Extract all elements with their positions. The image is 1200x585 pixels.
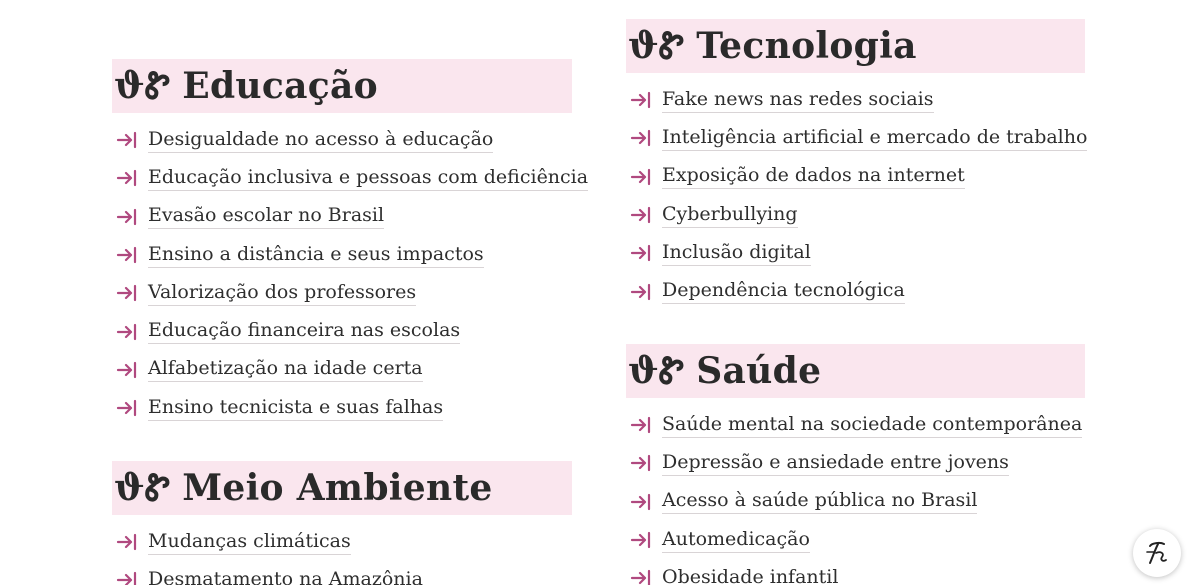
topic-list — [626, 81, 1088, 311]
decorative-glyph-icon: ϑᏑ — [628, 24, 685, 67]
section-title — [114, 467, 493, 510]
topic-link[interactable]: Desigualdade no acesso à educação — [148, 128, 493, 153]
topic-link[interactable]: Alfabetização na idade certa — [148, 357, 423, 382]
arrow-right-to-bar-icon — [116, 208, 138, 226]
arrow-right-to-bar-icon — [630, 206, 652, 224]
arrow-right-to-bar-icon — [630, 91, 652, 109]
arrow-right-to-bar-icon — [116, 169, 138, 187]
topic-link[interactable]: Exposição de dados na internet — [662, 164, 965, 189]
topic-link[interactable]: Automedicação — [662, 528, 810, 553]
section-title-text: Saúde — [696, 349, 822, 392]
arrow-right-to-bar-icon — [630, 129, 652, 147]
arrow-right-to-bar-icon — [116, 533, 138, 551]
topic-link[interactable]: Inclusão digital — [662, 241, 811, 266]
topic-link[interactable]: Saúde mental na sociedade contemporânea — [662, 413, 1082, 438]
topic-link[interactable]: Obesidade infantil — [662, 566, 838, 585]
section-header — [626, 19, 1085, 73]
section-title — [114, 65, 378, 108]
list-item — [112, 121, 572, 159]
arrow-right-to-bar-icon — [116, 571, 138, 585]
arrow-right-to-bar-icon — [630, 493, 652, 511]
arrow-right-to-bar-icon — [116, 399, 138, 417]
list-item — [626, 81, 1085, 119]
section-title-text: Tecnologia — [696, 24, 917, 67]
list-item — [626, 234, 1085, 272]
topic-link[interactable]: Depressão e ansiedade entre jovens — [662, 451, 1009, 476]
topic-link[interactable]: Educação inclusiva e pessoas com deficiência — [148, 166, 588, 191]
topic-link[interactable]: Ensino tecnicista e suas falhas — [148, 396, 443, 421]
arrow-right-to-bar-icon — [630, 454, 652, 472]
topic-link[interactable]: Acesso à saúde pública no Brasil — [662, 489, 977, 514]
decorative-glyph-icon: ϑᏑ — [628, 349, 685, 392]
list-item — [626, 119, 1088, 157]
section-educacao — [112, 59, 589, 427]
topic-link[interactable]: Mudanças climáticas — [148, 530, 351, 555]
topic-link[interactable]: Ensino a distância e seus impactos — [148, 243, 484, 268]
list-item — [626, 483, 1085, 521]
list-item — [112, 312, 572, 350]
arrow-right-to-bar-icon — [630, 531, 652, 549]
arrow-right-to-bar-icon — [630, 569, 652, 585]
arrow-right-to-bar-icon — [630, 416, 652, 434]
topic-link[interactable]: Fake news nas redes sociais — [662, 88, 934, 113]
topic-link[interactable]: Desmatamento na Amazônia — [148, 568, 423, 585]
list-item — [626, 272, 1085, 310]
arrow-right-to-bar-icon — [116, 246, 138, 264]
arrow-right-to-bar-icon — [630, 244, 652, 262]
topic-list — [626, 406, 1085, 585]
list-item — [112, 561, 572, 585]
list-item — [112, 389, 572, 427]
section-header — [626, 344, 1085, 398]
list-item — [112, 198, 572, 236]
list-item — [112, 236, 572, 274]
list-item — [626, 158, 1085, 196]
topic-link[interactable]: Evasão escolar no Brasil — [148, 204, 384, 229]
list-item — [626, 559, 1085, 585]
list-item — [626, 444, 1085, 482]
list-item — [626, 196, 1085, 234]
topic-link[interactable]: Valorização dos professores — [148, 281, 416, 306]
arrow-right-to-bar-icon — [116, 361, 138, 379]
list-item — [112, 523, 572, 561]
list-item — [626, 521, 1085, 559]
topic-link[interactable]: Educação financeira nas escolas — [148, 319, 460, 344]
list-item — [112, 159, 589, 197]
topic-link[interactable]: Inteligência artificial e mercado de trabalho — [662, 126, 1087, 151]
arrow-right-to-bar-icon — [116, 284, 138, 302]
topic-list — [112, 121, 589, 427]
arrow-right-to-bar-icon — [116, 323, 138, 341]
section-title — [628, 25, 917, 68]
topic-link[interactable]: Dependência tecnológica — [662, 279, 905, 304]
floating-action-button[interactable] — [1133, 529, 1181, 577]
topic-list — [112, 523, 572, 585]
decorative-glyph-icon: ϑᏑ — [114, 466, 171, 509]
list-item — [112, 351, 572, 389]
section-tecnologia — [626, 19, 1088, 311]
section-title-text: Meio Ambiente — [182, 466, 493, 509]
arrow-right-to-bar-icon — [630, 168, 652, 186]
section-header — [112, 461, 572, 515]
list-item — [626, 406, 1085, 444]
list-item — [112, 274, 572, 312]
arrow-right-to-bar-icon — [630, 283, 652, 301]
section-title-text: Educação — [182, 64, 378, 107]
section-header — [112, 59, 572, 113]
section-saude — [626, 344, 1085, 585]
section-meio-ambiente — [112, 461, 572, 585]
glyph-logo-icon — [1144, 539, 1170, 567]
arrow-right-to-bar-icon — [116, 131, 138, 149]
decorative-glyph-icon: ϑᏑ — [114, 64, 171, 107]
topic-link[interactable]: Cyberbullying — [662, 203, 798, 228]
section-title — [628, 350, 821, 393]
